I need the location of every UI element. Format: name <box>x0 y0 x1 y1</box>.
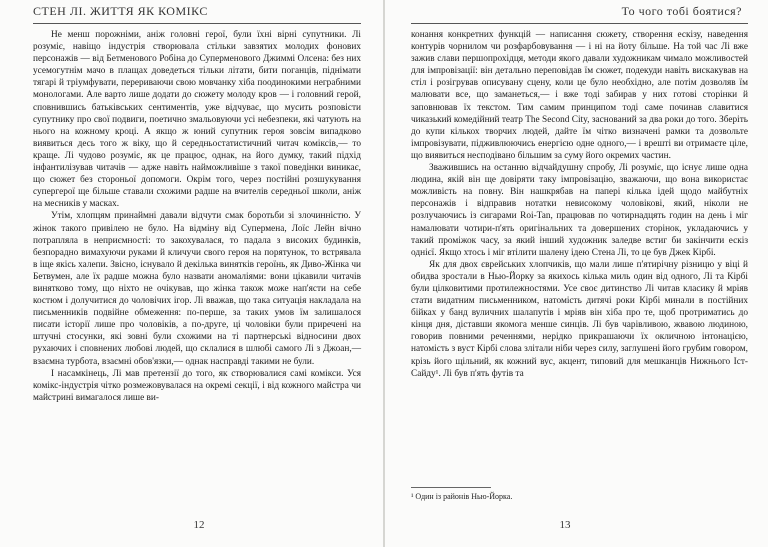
running-head-right: То чого тобі боятися? <box>621 4 742 18</box>
left-page-body <box>33 29 361 404</box>
header-rule <box>33 23 361 24</box>
right-page-body <box>411 29 748 380</box>
page-number-left: 12 <box>193 519 205 531</box>
footnote-rule <box>411 487 491 488</box>
paragraph: Не менш порожніми, аніж головні герої, були їхні вірні супутники. Лі розуміє, навіщо індустрія створювала стільки завзятих молодих фонових персонажів — від Бетменового Робіна до Суперменового Джиммі Олсена: без них усемогутнім мачо в плащах доведеться тільки літати, бити поганців, піднімати тягарі й тріумфувати, перериваючи свою мовчанку хіба поодинокими неграбними монологами. Але варто лише додати до сюжету молоду кров — і головний герой, сповнившись батьківських сентиментів, уже відчуває, що мусить розповісти супутнику про свої подвиги, поетично змальовуючи усі небезпеки, які чатують на нього на кожному кроці. А якщо ж юний супутник героя зовсім випадково виявиться десь того ж віку, що й середньостатистичний читач коміксів,— то краще. Лі чудово розуміє, як це працює, однак, на його думку, такий підхід інфантилізував читачів — адже навіть найможливіше з такої поведінки виникає, що сюжет без стороньої допомоги. Окрім того, через постійні розшукування супергерої ще більше ставали схожими радше на вчителів середньої школи, аніж на месників у масках. <box>33 30 361 210</box>
footnote: ¹ Один із районів Нью-Йорка. <box>411 492 513 501</box>
paragraph: Зважившись на останню відчайдушну спробу, Лі розуміє, що існує лише одна людина, якій він ще довіряти таку імпровізацію, зважаючи, що вона використає можливість на повну. Він нашкрябав на папері кілька ідей щодо майбутніх персонажів і відправив нотатки невисокому чоловікові, який, ніколи не розлучаючись із сигарами Roi-Tan, працював по чотирнадцять годин на день і міг намалювати чотири-п'ять оригінальних та довершених сторінок, укладаючись у такий проміжок часу, за який інший художник заледве встиг би закінчити ескіз однієї. Якщо хтось і міг втілити шалену ідею Стена Лі, то це був Джек Кірбі. <box>411 163 748 258</box>
header-rule <box>411 23 748 24</box>
page-number-right: 13 <box>559 519 571 531</box>
paragraph: І насамкінець, Лі мав претензії до того, як створювалися самі комікси. Уся комікс-індустрія чітко розмежовувалася на окремі секції, і від кожного майстра чи майстрині вимагалося лише ви- <box>33 368 361 403</box>
paragraph: Утім, хлопцям принаймні давали відчути смак боротьби зі злочинністю. У жінок такого привілею не було. На відміну від Супермена, Лоїс Лейн вічно потрапляла в неприємності: то закохувалася, то падала з високих будинків, безпорадно вимахуючи руками й кличучи свого героя на порятунок, то встрявала в іще якісь халепи. Звісно, існувало й декілька винятків героїнь, як Диво-Жінка чи Бетвумен, але їх радше можна було назвати аномаліями: вони цікавили читачів винятково тому, що ніхто не очікував, що жінка також може нап'ясти на себе костюм і долучитися до чоловічих ігор. Лі вважав, що така ситуація накладала на письменників подвійне обмеження: по-перше, за таких умов їм залишалося писати історії лише про чоловіків, а по-друге, ці чоловіки були приречені на штучні стосунки, які зовні були схожими на ті партнерські відносини двох рухаючих і сповнених любові людей, що склалися в шлюбі самого Лі з Джоан,— взаємна турбота, взаємні обов'язки,— однак насправді такими не були. <box>33 211 361 367</box>
right-page <box>385 0 768 547</box>
paragraph: конання конкретних функцій — написання сюжету, створення ескізу, наведення контурів чорнилом чи розфарбовування — і ні на йоту більше. На той час Лі вже зажив слави першопрохідця, методи якого давали художникам чимало можливостей для імпровізації: він детально переповідав їм сюжет, подекуди навіть вискакував на стіл і розігрував описувану сцену, коли це було необхідно, але потім дозволяв їм малювати все, що заманеться,— і вже тоді забирав у них готові сторінки й заповнював їх текстом. Тим самим принципом тоді саме починав славитися чиказький комедійний театр The Second City, заснований за два роки до того. Зберіть до купи кількох творчих людей, дайте їм чітко визначені рамки та дозвольте імпровізувати, підживлюючись енергією одне одного,— і врешті ви отримаєте ціле, що виявиться несподівано більшим за суму його окремих частин. <box>411 30 748 161</box>
left-page <box>0 0 383 547</box>
running-head-left: СТЕН ЛІ. ЖИТТЯ ЯК КОМІКС <box>33 4 208 18</box>
paragraph: Як для двох єврейських хлопчиків, що мали лише п'ятирічну різницю у віці й обидва зростали в Нью-Йорку за якихось кілька миль один від одного, Лі та Кірбі були цілковитими протилежностями. Усе своє дитинство Лі читав класику й мріяв стати видатним письменником, натомість дитячі роки Кірбі минали в постійних бійках у банд вуличних шалапутів і мріяв він хіба про те, щоб протриматись до кінця дня, діставши якомога менше синців. Лі був чарівливою, жвавою людиною, говорив повними реченнями, нерідко прикрашаючи їх окличною інтонацією, натомість з вуст Кірбі слова злітали ніби через силу, заглушені його грубим говором, крізь його щільний, як кожний вус, акцент, типовий для мешканців Нижнього Іст-Сайду¹. Лі був п'ять футів та <box>411 259 748 379</box>
